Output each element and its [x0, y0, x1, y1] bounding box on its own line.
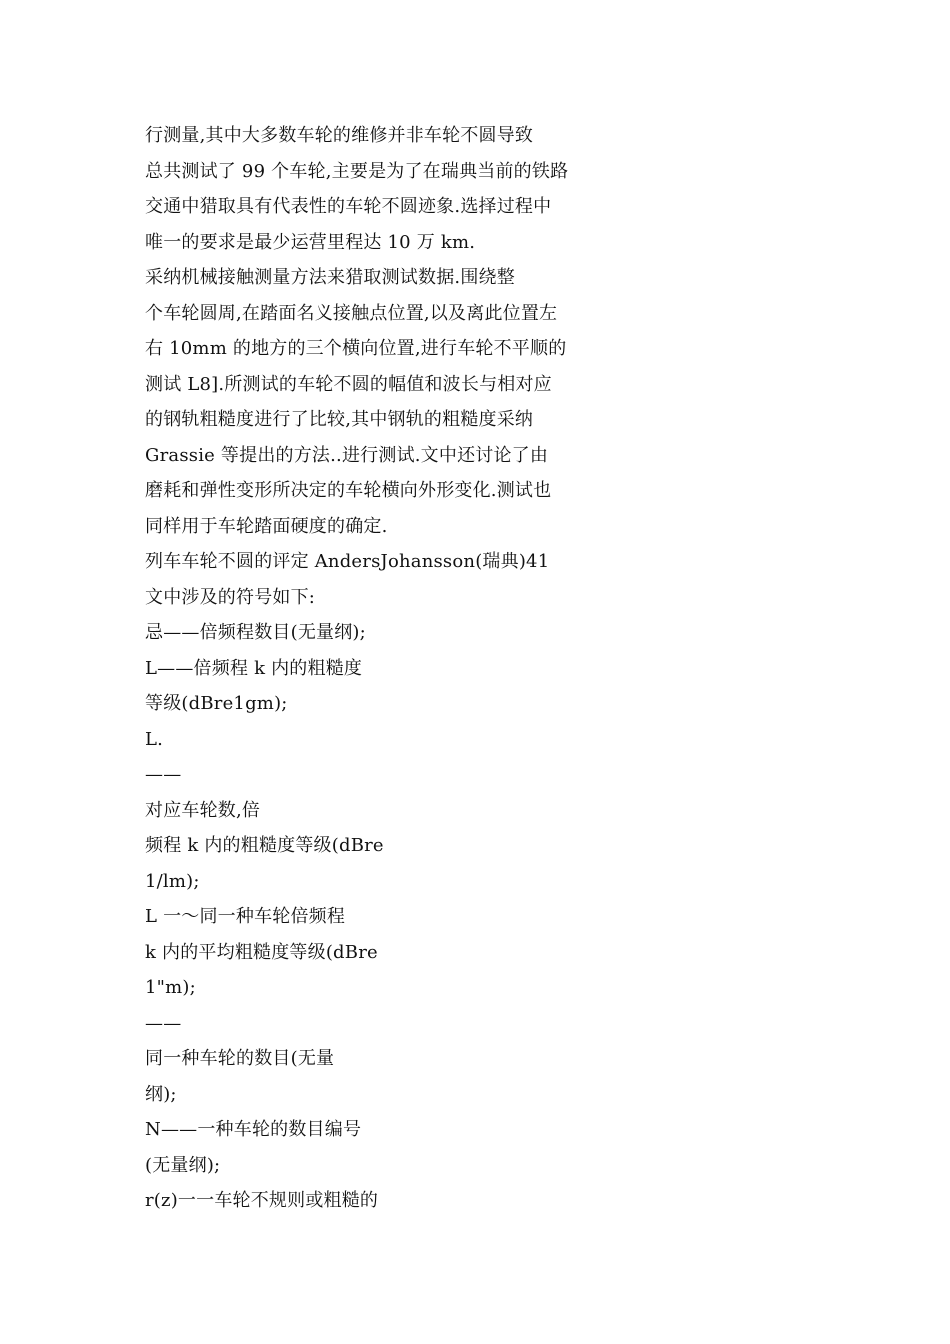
symbol-definition-line: r(z)一一车轮不规则或粗糙的 [145, 1190, 379, 1211]
text-line: 磨耗和弹性变形所决定的车轮横向外形变化.测试也 [145, 480, 552, 501]
symbol-definition-line: 频程 k 内的粗糙度等级(dBre [145, 835, 384, 856]
text-line: 采纳机械接触测量方法来猎取测试数据.围绕整 [145, 267, 515, 288]
symbol-definition-line: N——一种车轮的数目编号 [145, 1119, 362, 1140]
symbol-definition-line: (无量纲); [145, 1154, 221, 1176]
symbol-definition-line: —— [145, 1012, 182, 1034]
symbol-definition-line: 纲); [145, 1083, 177, 1105]
text-line: 个车轮圆周,在踏面名义接触点位置,以及离此位置左 [145, 302, 558, 324]
symbol-definition-line: 1"m); [145, 977, 196, 998]
symbol-definition-line: 对应车轮数,倍 [145, 799, 261, 821]
symbol-definition-line: 等级(dBre1gm); [145, 693, 288, 714]
text-line: 右 10mm 的地方的三个横向位置,进行车轮不平顺的 [145, 338, 567, 359]
section-heading-line: 列车车轮不圆的评定 AndersJohansson(瑞典)41 [145, 551, 550, 572]
text-line: 同样用于车轮踏面硬度的确定. [145, 515, 388, 537]
text-line: 唯一的要求是最少运营里程达 10 万 km. [145, 231, 476, 253]
text-line: Grassie 等提出的方法..进行测试.文中还讨论了由 [145, 444, 549, 466]
symbol-definition-line: 1/lm); [145, 870, 200, 892]
body-text [145, 118, 905, 1219]
text-line: 文中涉及的符号如下: [145, 586, 316, 608]
text-line: 行测量,其中大多数车轮的维修并非车轮不圆导致 [145, 125, 534, 146]
text-line: 的钢轨粗糙度进行了比较,其中钢轨的粗糙度采纳 [145, 409, 534, 430]
symbol-definition-line: 同一种车轮的数目(无量 [145, 1048, 335, 1069]
text-line: 测试 L8].所测试的车轮不圆的幅值和波长与相对应 [145, 373, 552, 395]
symbol-definition-line: L——倍频程 k 内的粗糙度 [145, 657, 363, 679]
text-line: 交通中猎取具有代表性的车轮不圆迹象.选择过程中 [145, 196, 552, 217]
symbol-definition-line: L 一～同一种车轮倍频程 [145, 906, 346, 927]
symbol-definition-line: —— [145, 764, 182, 785]
text-line: 总共测试了 99 个车轮,主要是为了在瑞典当前的铁路 [145, 160, 569, 182]
symbol-definition-line: L. [145, 728, 164, 750]
symbol-definition-line: k 内的平均粗糙度等级(dBre [145, 941, 378, 963]
symbol-definition-line: 忌——倍频程数目(无量纲); [145, 622, 366, 643]
